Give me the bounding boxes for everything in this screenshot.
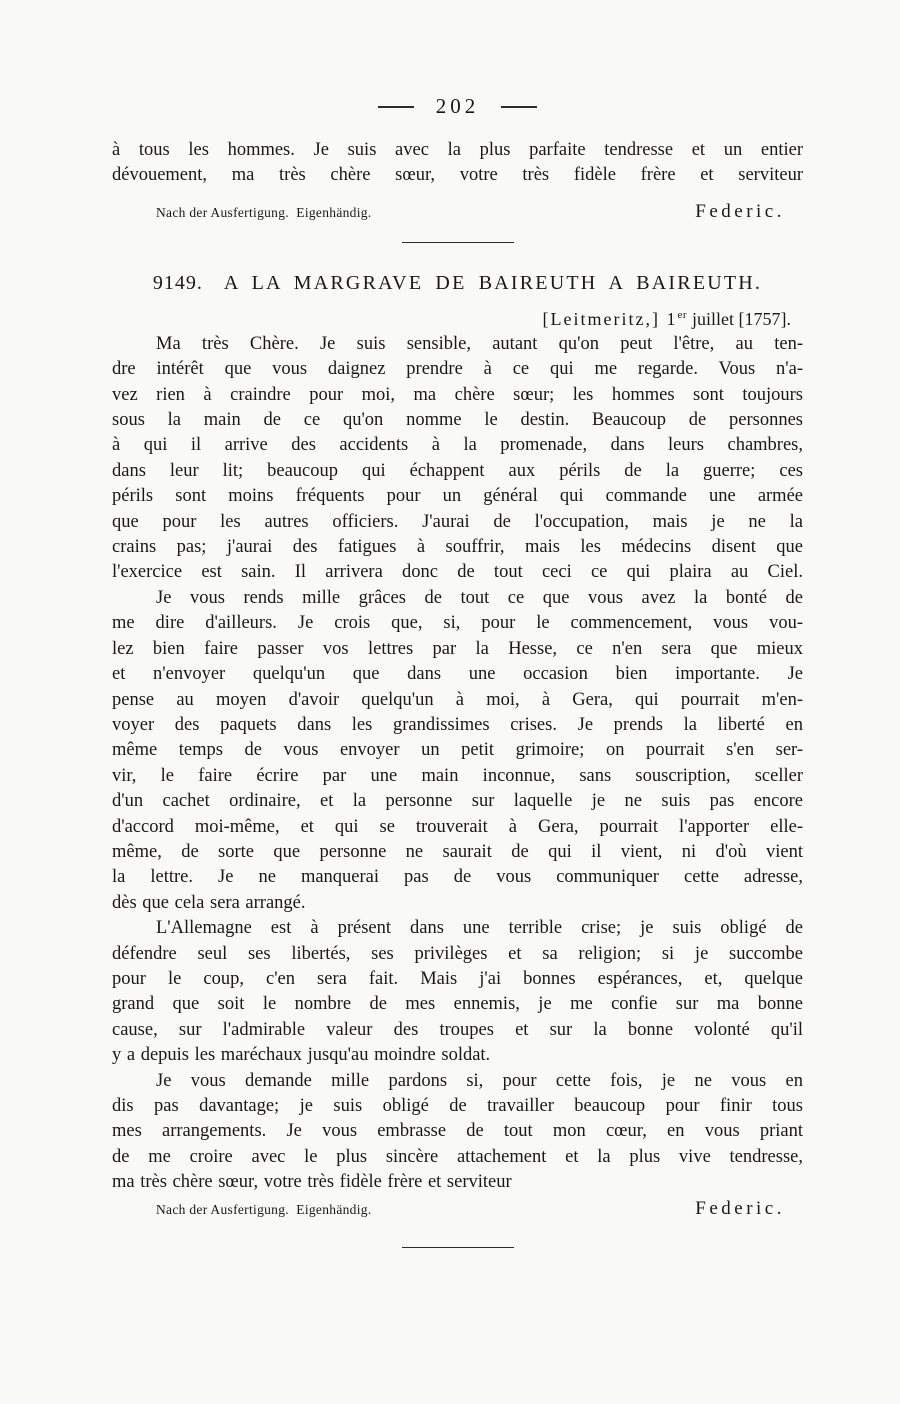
page-number: 202 [435,94,480,118]
text-line: dis pas davantage; je suis obligé de travailler beaucoup pour finir tous [112,1096,803,1116]
letter-title: A LA MARGRAVE DE BAIREUTH A BAIREUTH. [223,271,763,294]
source-note: Nach der Ausfertigung. Eigenhändig. [156,1201,372,1217]
letter-9149 [112,270,803,1220]
text-line: cause, sur l'admirable valeur des troupes et sur la bonne volonté qu'il [112,1019,803,1040]
text-line: à qui il arrive des accidents à la promenade, dans leurs chambres, [112,435,803,456]
text-line: vez rien à craindre pour moi, ma chère sœur; les hommes sont toujours [112,384,803,405]
running-head [112,93,803,119]
text-line: Je vous rends mille grâces de tout ce que vous avez la bonté de [156,587,803,608]
previous-letter-ending [112,138,803,223]
text-line: dévouement, ma très chère sœur, votre très fidèle frère et serviteur [112,165,803,186]
text-line: Je vous demande mille pardons si, pour cette fois, je ne vous en [156,1070,803,1091]
letter-paragraph [112,586,803,916]
text-line: crains pas; j'aurai des fatigues à souffrir, mais les médecins disent que [112,537,803,558]
text-line: d'un cachet ordinaire, et la personne sur laquelle je ne suis pas encore [112,791,803,812]
text-line: l'exercice est sain. Il arrivera donc de tout ceci ce qui plaira au Ciel. [112,562,803,583]
text-line: Ma très Chère. Je suis sensible, autant qu'on peut l'être, au ten- [156,333,803,354]
text-line: même temps de vous envoyer un petit grimoire; on pourrait s'en ser- [112,740,803,761]
previous-letter-text [112,138,803,189]
text-column [112,0,803,1248]
dateline-superscript: er [677,308,688,321]
letter-paragraph [112,916,803,1068]
text-line: et n'envoyer quelqu'un que dans une occasion bien importante. Je [112,664,803,685]
text-line: mes arrangements. Je vous embrasse de tout mon cœur, en vous priant [112,1121,803,1142]
signature: Federic. [695,200,785,222]
text-line: sous la main de ce qu'on nomme le destin. Beaucoup de personnes [112,410,803,431]
text-line: que pour les autres officiers. J'aurai de l'occupation, mais je ne la [112,511,803,532]
text-line: périls sont moins fréquents pour un général qui commande une armée [112,486,803,507]
letter-number: 9149. [152,271,203,294]
text-line: défendre seul ses libertés, ses privilèges et sa religion; si je succombe [112,943,803,964]
text-line: vir, le faire écrire par une main inconnue, sans souscription, sceller [112,765,803,786]
attribution-row [112,201,803,223]
text-line: L'Allemagne est à présent dans une terrible crise; je suis obligé de [156,918,803,939]
dateline-rest: juillet [1757]. [692,308,791,329]
text-line: à tous les hommes. Je suis avec la plus parfaite tendresse et un entier [112,140,803,160]
text-line: pour le coup, c'en sera fait. Mais j'ai bonnes espérances, et, quelque [112,968,803,989]
attribution-row [112,1198,803,1220]
text-line: grand que soit le nombre de mes ennemis, je me confie sur ma bonne [112,994,803,1015]
text-line: la lettre. Je ne manquerai pas de vous communiquer cette adresse, [112,867,803,888]
text-line: ma très chère sœur, votre très fidèle frère et serviteur [112,1172,512,1193]
text-line: même, de sorte que personne ne saurait de qui il vient, ni d'où vient [112,841,803,862]
source-note: Nach der Ausfertigung. Eigenhändig. [156,204,372,220]
text-line: pense au moyen d'avoir quelqu'un à moi, à Gera, qui pourrait m'en- [112,689,803,710]
dateline-place: [Leitmeritz,] 1 [542,308,678,329]
text-line: dans leur lit; beaucoup qui échappent aux périls de la guerre; ces [112,460,803,481]
letter-heading [112,270,803,297]
dateline [112,307,803,332]
text-line: dès que cela sera arrangé. [112,892,306,913]
header-rule-right [501,106,537,108]
signature: Federic. [695,1197,785,1219]
text-line: me dire d'ailleurs. Je crois que, si, pour le commencement, vous vou- [112,613,803,634]
text-line: y a depuis les maréchaux jusqu'au moindre soldat. [112,1045,491,1066]
letter-paragraph [112,1069,803,1196]
text-line: d'accord moi-même, et qui se trouverait à Gera, pourrait l'apporter elle- [112,816,803,837]
header-rule-left [378,106,414,108]
text-line: dre intérêt que vous daignez prendre à ce qui me regarde. Vous n'a- [112,359,803,380]
text-line: de me croire avec le plus sincère attachement et la plus vive tendresse, [112,1146,803,1167]
text-line: voyer des paquets dans les grandissimes crises. Je prends la liberté en [112,714,803,735]
letter-paragraph [112,332,803,586]
text-line: lez bien faire passer vos lettres par la Hesse, ce n'en sera que mieux [112,638,803,659]
section-divider [402,242,514,243]
end-divider [402,1247,514,1248]
